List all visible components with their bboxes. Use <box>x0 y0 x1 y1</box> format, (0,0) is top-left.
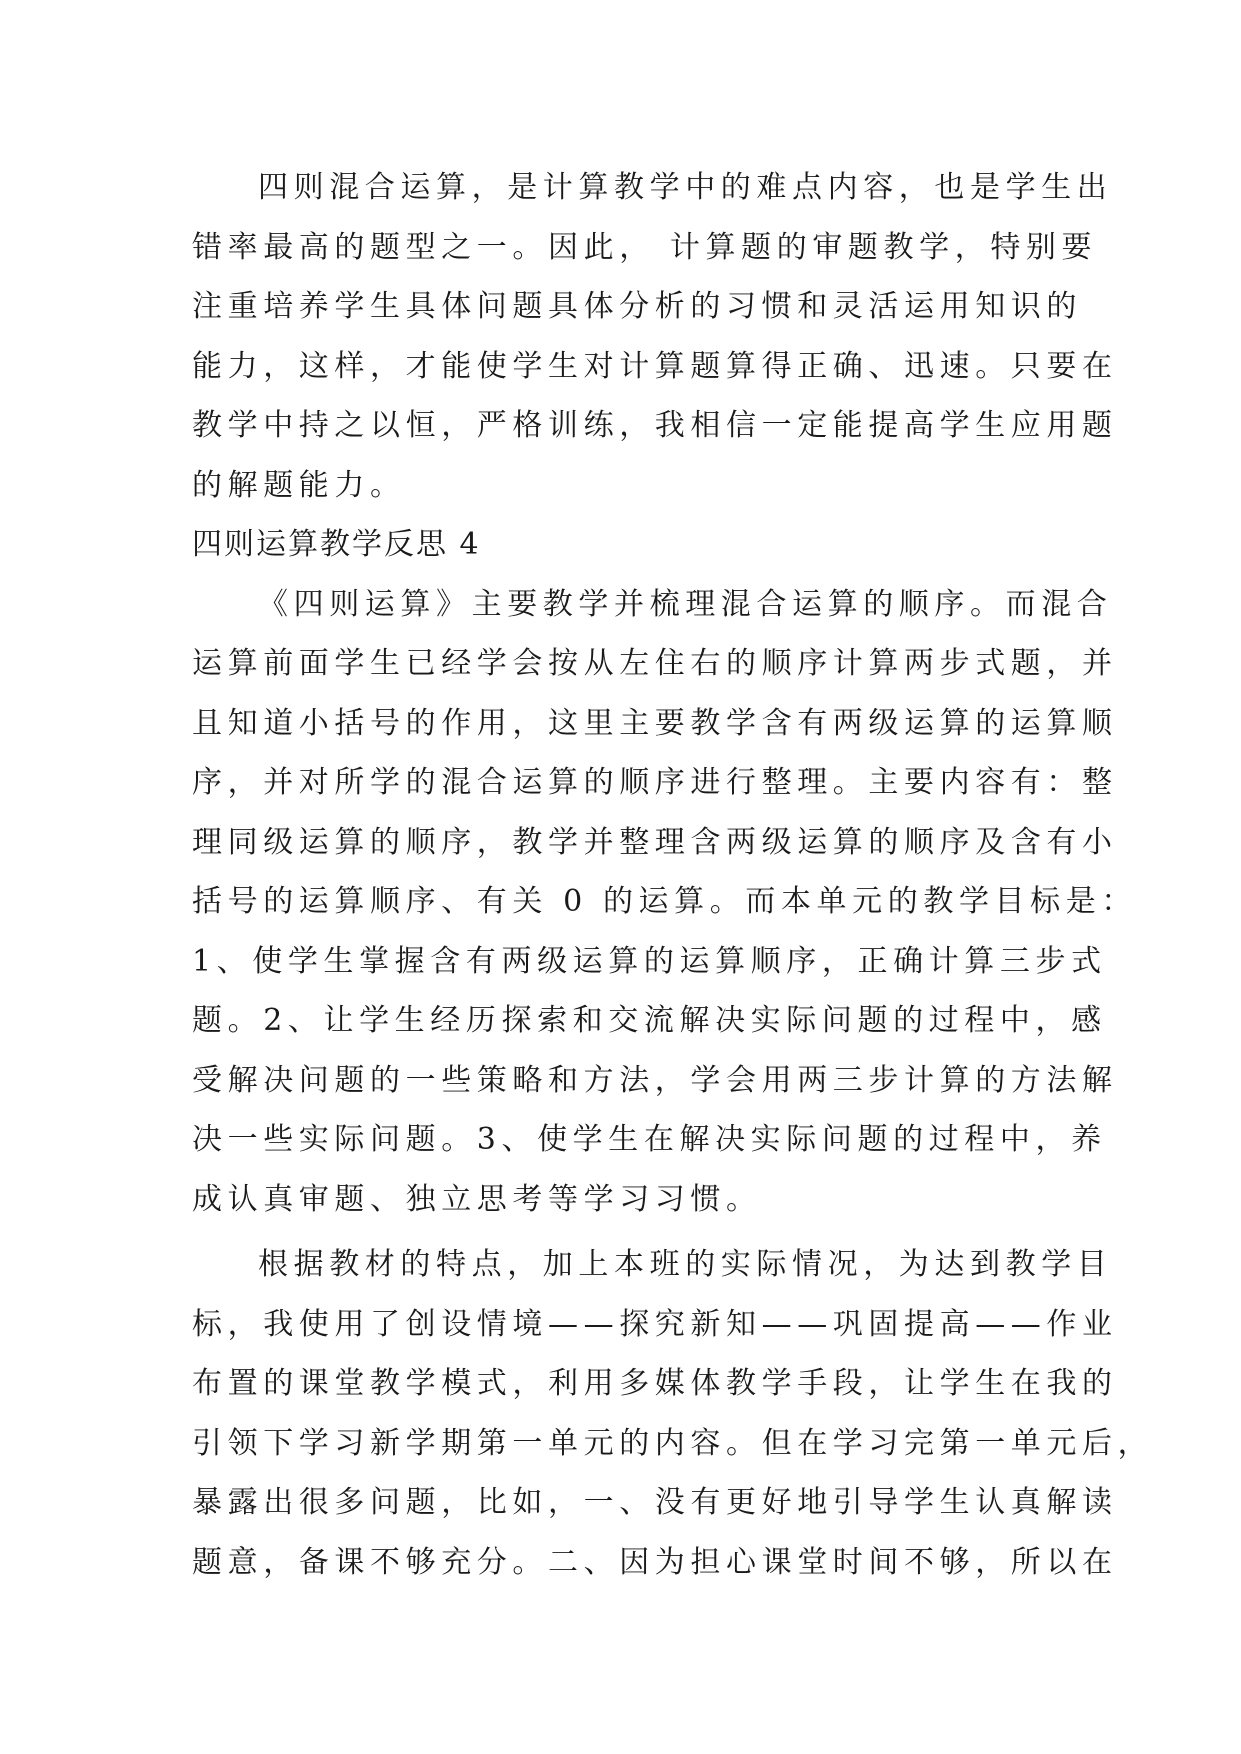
text-line: 运算前面学生已经学会按从左住右的顺序计算两步式题，并 <box>192 646 1118 681</box>
text-line: 成认真审题、独立思考等学习习惯。 <box>192 1181 762 1217</box>
text-line: 引领下学习新学期第一单元的内容。但在学习完第一单元后， <box>192 1425 1154 1461</box>
text-line: 序，并对所学的混合运算的顺序进行整理。主要内容有：整 <box>192 765 1118 800</box>
paragraph-3 <box>192 1235 1154 1592</box>
text-line: 注重培养学生具体问题具体分析的习惯和灵活运用知识的 <box>192 289 1082 324</box>
text-line: 的解题能力。 <box>192 467 406 503</box>
text-line: 决一些实际问题。3、使学生在解决实际问题的过程中，养 <box>192 1122 1107 1157</box>
document-body <box>192 158 1154 1592</box>
text-line: 括号的运算顺序、有关 0 的运算。而本单元的教学目标是： <box>192 884 1137 919</box>
section-heading: 四则运算教学反思 4 <box>192 527 481 562</box>
text-line: 能力，这样，才能使学生对计算题算得正确、迅速。只要在 <box>192 348 1118 384</box>
text-line: 布置的课堂教学模式，利用多媒体教学手段，让学生在我的 <box>192 1366 1118 1401</box>
text-line: 标，我使用了创设情境——探究新知——巩固提高——作业 <box>192 1306 1118 1342</box>
paragraph-2 <box>192 575 1137 1230</box>
text-line: 根据教材的特点，加上本班的实际情况，为达到教学目 <box>258 1247 1113 1282</box>
text-line: 1、使学生掌握含有两级运算的运算顺序，正确计算三步式 <box>192 943 1107 979</box>
text-line: 教学中持之以恒，严格训练，我相信一定能提高学生应用题 <box>192 408 1118 443</box>
paragraph-1 <box>192 158 1118 515</box>
text-line: 暴露出很多问题，比如，一、没有更好地引导学生认真解读 <box>192 1485 1118 1520</box>
text-line: 题意，备课不够充分。二、因为担心课堂时间不够，所以在 <box>192 1544 1118 1580</box>
text-line: 题。2、让学生经历探索和交流解决实际问题的过程中，感 <box>192 1003 1107 1038</box>
text-line: 四则混合运算，是计算教学中的难点内容，也是学生出 <box>258 170 1113 205</box>
text-line: 受解决问题的一些策略和方法，学会用两三步计算的方法解 <box>192 1062 1118 1098</box>
text-line: 《四则运算》主要教学并梳理混合运算的顺序。而混合 <box>258 586 1113 622</box>
text-line: 理同级运算的顺序，教学并整理含两级运算的顺序及含有小 <box>192 824 1118 860</box>
text-line: 错率最高的题型之一。因此， 计算题的审题教学，特别要 <box>192 229 1098 265</box>
text-line: 且知道小括号的作用，这里主要教学含有两级运算的运算顺 <box>192 705 1118 741</box>
